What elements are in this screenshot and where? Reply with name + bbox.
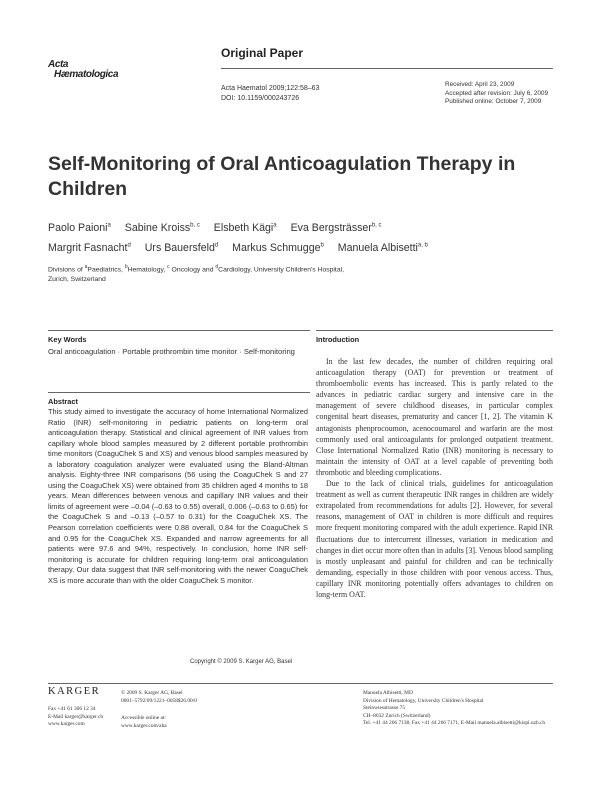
correspondence-block xyxy=(363,690,545,728)
article-title: Self-Monitoring of Oral Anticoagulation Therapy in Children xyxy=(48,153,516,200)
abstract-text: This study aimed to investigate the accuracy of home International Normalized Ratio (INR) self-monitoring in pediatric patients on long-term oral anticoagulation therapy. Statistical and clinical agreement of INR values from capillary whole blood samples measured by 2 different portable prothrombin time monitors (CoaguChek S and XS) and venous blood samples measured by a laboratory coagulation analyzer were evaluated using the Bland-Altman analysis. Eighty-three INR comparisons (56 using the CoaguChek S and 27 using the CoaguChek XS) were obtained from 35 children aged 4 months to 18 years. Mean differences between venous and capillary INR values and their limits of agreement were –0.04 (–0.63 to 0.55) overall, 0.006 (–0.63 to 0.65) for the CoaguChek S and –0.13 (–0.57 to 0.31) for the CoaguChek XS. The Pearson correlation coefficients were 0.88 overall, 0.84 for the CoaguChek S and 0.95 for the CoaguChek XS. Expanded and narrow agreements for all patients were 97.6 and 94%, respectively. In conclusion, home INR self-monitoring is accurate for children requiring long-term oral anticoagulation therapy. Our data suggest that INR self-monitoring with the newer CoaguChek XS is more accurate than with the older CoaguChek S monitor. xyxy=(48,407,308,585)
online-access xyxy=(121,715,167,730)
correspondence-line: Steinwiesstrasse 75 xyxy=(363,705,406,711)
keywords-divider xyxy=(48,330,310,331)
published-date: Published online: October 7, 2009 xyxy=(445,98,542,105)
author: Elsbeth Kägi$^a$ xyxy=(213,221,277,234)
correspondence-line: Division of Hematology, University Children's Hospital xyxy=(363,697,484,704)
publisher-email[interactable]: E-Mail karger@karger.ch xyxy=(48,713,104,720)
journal-logo-line1: Acta xyxy=(48,59,69,70)
publisher-fax: Fax +41 61 306 12 34 xyxy=(48,706,96,712)
affiliation-city: Zurich, Switzerland xyxy=(48,276,106,284)
received-date: Received: April 23, 2009 xyxy=(445,81,515,88)
author-list xyxy=(48,216,568,257)
author-line-1 xyxy=(48,216,568,237)
copyright-notice: Copyright © 2009 S. Karger AG, Basel xyxy=(190,659,293,665)
publisher-contact xyxy=(48,706,103,729)
journal-logo xyxy=(48,60,118,80)
author-line-2 xyxy=(48,237,568,258)
online-access-url[interactable]: www.karger.com/aha xyxy=(121,722,167,729)
author: Markus Schmugge$^b$ xyxy=(232,242,324,255)
accepted-date: Accepted after revision: July 6, 2009 xyxy=(445,89,549,97)
header-divider xyxy=(221,68,553,69)
citation: Acta Haematol 2009;122:58–63 xyxy=(221,85,320,92)
author: Manuela Albisetti$^{a, b}$ xyxy=(337,242,428,255)
correspondence-line: Tel. +41 44 266 7138, Fax +41 44 266 7171, E-Mail manuela.albisetti@kispi.uzh.ch xyxy=(363,720,546,726)
author: Margrit Fasnacht$^d$ xyxy=(48,242,131,255)
copyright-block xyxy=(121,690,197,705)
introduction-divider xyxy=(316,330,553,331)
introduction-paragraph: In the last few decades, the number of children requiring oral anticoagulation therapy (OAT) for prevention or treatment of thromboembolic events has increased. This is partly related to the advances in pediatric cardiac surgery and intensive care in the management of severe childhood diseases, in particular complex congenital heart diseases, prematurity and cancer [1, 2]. The vitamin K antagonists phenprocoumon, acenocoumarol and warfarin are the most commonly used oral anticoagulants for prolonged outpatient treatment. Close International Normalized Ratio (INR) monitoring is necessary to maintain the intensity of OAT at a level capable of preventing both thrombotic and bleeding complications. xyxy=(316,357,553,477)
author: Sabine Kroiss$^{b, c}$ xyxy=(124,221,200,234)
dates-block xyxy=(445,81,548,107)
online-access-label: Accessible online at: xyxy=(121,715,166,721)
author: Urs Bauersfeld$^d$ xyxy=(144,242,219,255)
author: Eva Bergsträsser$^{b, c}$ xyxy=(290,221,382,234)
correspondence-line: Manuela Albisetti, MD xyxy=(363,690,413,696)
doi: DOI: 10.1159/000243726 xyxy=(221,94,300,102)
keywords-text: Oral anticoagulation · Portable prothrombin time monitor · Self-monitoring xyxy=(48,347,295,356)
footer-code: 0001–5792/09/1221–0058$26.00/0 xyxy=(121,697,197,704)
affiliation-line: Divisions of $^a$Paediatrics, $^b$Hematology, $^c$ Oncology and $^d$Cardiology, University Children's Hospital, xyxy=(48,264,345,274)
correspondence-line: CH–8032 Zurich (Switzerland) xyxy=(363,712,431,719)
introduction-paragraph: Due to the lack of clinical trials, guidelines for anticoagulation treatment as well as current therapeutic INR ranges in children are widely extrapolated from recommendations for adults [2]. However, for several reasons, management of OAT in children is more difficult and requires more frequent monitoring compared with the adult experience. Rapid INR fluctuations due to intercurrent illnesses, variation in medication and changes in diet occur more often than in adults [3]. Venous blood sampling is mostly unpleasant and painful for children and can be technically demanding, especially in those children with poor venous access. Thus, capillary INR monitoring potentially offers advantages to children on long-term OAT. xyxy=(316,479,553,599)
paper-type: Original Paper xyxy=(221,46,304,60)
affiliations xyxy=(48,262,348,285)
abstract-heading: Abstract xyxy=(48,397,78,406)
journal-logo-line2: Hæmatologica xyxy=(54,69,119,80)
introduction-heading: Introduction xyxy=(316,335,360,344)
footer-divider xyxy=(48,683,553,684)
abstract-divider xyxy=(48,392,310,393)
introduction-body xyxy=(316,356,553,600)
footer-copyright: © 2009 S. Karger AG, Basel xyxy=(121,690,183,696)
citation-block xyxy=(221,84,319,103)
publisher-name: KARGER xyxy=(48,686,101,697)
publisher-web[interactable]: www.karger.com xyxy=(48,721,85,727)
author: Paolo Paioni$^a$ xyxy=(48,221,111,234)
keywords-heading: Key Words xyxy=(48,335,87,344)
